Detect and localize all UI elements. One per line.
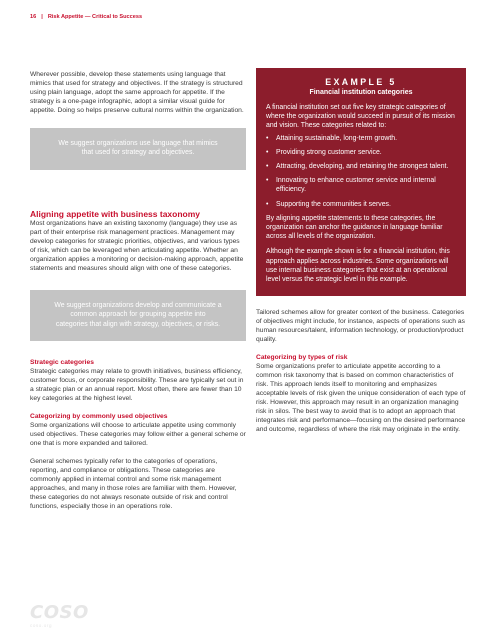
strategic-paragraph: Strategic categories may relate to growth initiatives, business efficiency, customer focus, or corporate responsibility. These are typically set out in a strategic plan or an annual report. Most often, there are fewer than 10 key categories at the highest level. [30,368,244,403]
example-box [256,68,466,296]
right-column [256,68,466,434]
types-of-risk-paragraph: Some organizations prefer to articulate appetite according to a common risk taxonomy that is based on common characteristics of risk. This approach lends itself to monitoring and emphasizes acceptable levels of risk given the unique consideration of each type of risk. However, this approach may result in an organization managing risk in silos. The best way to avoid that is to adopt an approach that integrates risk and performance—focusing on the desired performance and outcome, regardless of where the risk may originate in the entity. [256,363,466,434]
page-number: 16 [30,14,37,20]
heading-types-of-risk: Categorizing by types of risk [256,354,348,362]
pull-quote-language: We suggest organizations use language that mimics that used for strategy and objectives. [30,128,246,170]
common-objectives-paragraph: Some organizations will choose to articulate appetite using commonly used objectives. These categories may follow either a general scheme or one that is more expanded and tailored. [30,422,246,448]
coso-logo: COSO [30,602,89,623]
example-bullet-list [266,134,456,209]
heading-strategic-categories: Strategic categories [30,359,94,367]
example-title: EXAMPLE 5 [325,77,397,87]
example-subtitle: Financial institution categories [309,89,413,96]
coso-logo-tagline: coso.org [30,623,53,628]
header-separator: | [41,14,43,20]
example-paragraph-aligning: By aligning appetite statements to these categories, the organization can anchor the guidance in language familiar across all levels of the organization. [266,214,443,241]
example-bullet: • Attracting, developing, and retaining the strongest talent. [266,162,456,171]
heading-common-objectives: Categorizing by commonly used objectives [30,413,168,421]
example-bullet: • Innovating to enhance customer service and internal efficiency. [266,176,456,194]
left-column [30,70,246,511]
aligning-paragraph: Most organizations have an existing taxonomy (language) they use as part of their enterprise risk management practices. Management may develop categories for strategic priorities, objectives, and various types of risk, which can be leveraged when articulating appetite. Whether an organization applies a monitoring or decision-making approach, appetite statements and measures should align with one of these categories. [30,219,244,272]
example-intro: A financial institution set out five key strategic categories of where the organization would succeed in pursuit of its mission and vision. These categories related to: [266,104,455,130]
running-title: Risk Appetite — Critical to Success [47,14,143,20]
general-schemes-paragraph: General schemes typically refer to the categories of operations, reporting, and compliance or obligations. These categories are commonly applied in internal control and some risk management approaches, and many in those roles are familiar with them. However, these categories do not always resonate outside of risk and control functions, especially those in an operations role. [30,458,237,511]
example-bullet: • Attaining sustainable, long-term growth. [266,134,456,143]
intro-paragraph: Wherever possible, develop these statements using language that mimics that used for strategy and objectives. If the strategy is structured using plain language, adopt the same approach for appetite. If the strategy is a one-page infographic, adopt a similar visual guide for appetite. Doing so helps preserve cultural norms within the organization. [30,71,244,114]
page-header [30,14,142,20]
example-bullet: • Providing strong customer service. [266,148,456,157]
heading-aligning-appetite: Aligning appetite with business taxonomy [30,208,201,219]
example-paragraph-industries: Although the example shown is for a financial institution, this approach applies across industries. Some organizations will use internal business categories that exist at an operational level versus the strategic level in this example. [266,248,450,284]
pull-quote-categories: We suggest organizations develop and communicate a common approach for grouping appetite into categories that align with strategy, objectives, or risks. [30,290,246,341]
example-bullet: • Supporting the communities it serves. [266,200,456,209]
tailored-schemes-paragraph: Tailored schemes allow for greater context of the business. Categories of objectives might include, for instance, aspects of operations such as human resources/talent, information technology, or production/product quality. [256,309,465,344]
